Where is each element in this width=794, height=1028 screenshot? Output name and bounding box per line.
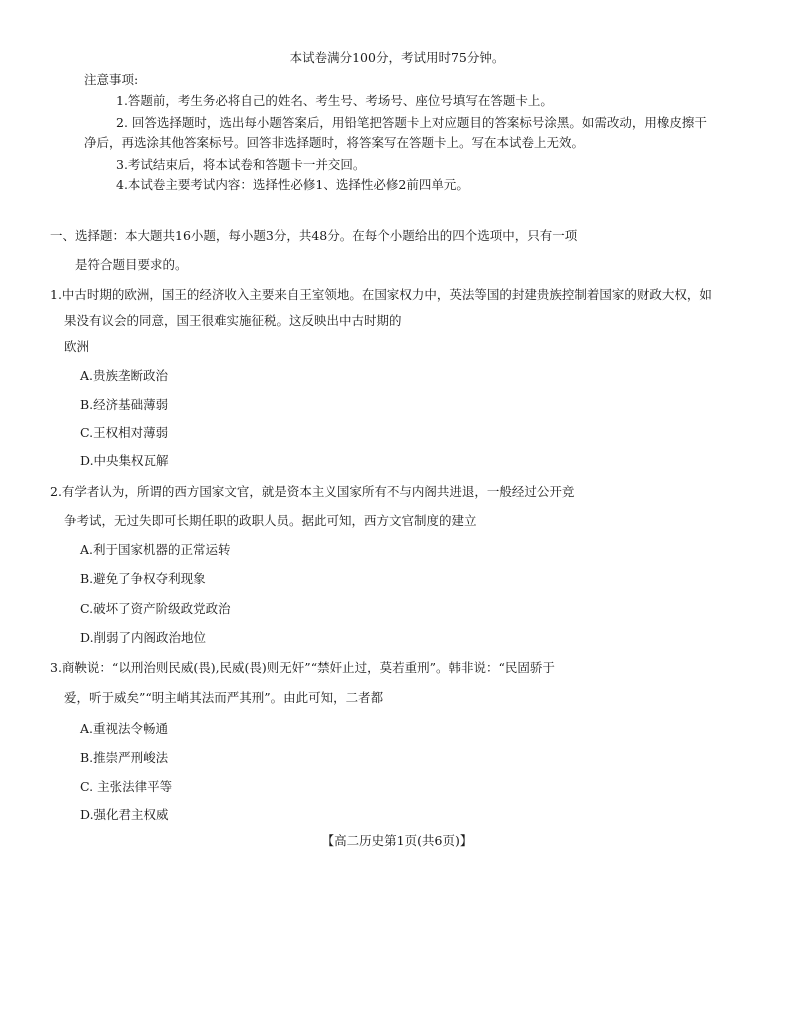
option-d: D.削弱了内阁政治地位 bbox=[80, 630, 207, 645]
note-item: 净后，再选涂其他答案标号。回答非选择题时，将答案写在答题卡上。写在本试卷上无效。 bbox=[84, 135, 585, 150]
option-c: C.王权相对薄弱 bbox=[80, 425, 169, 440]
page-footer: 【高二历史第1页(共6页)】 bbox=[321, 833, 473, 848]
question-stem: 2.有学者认为，所谓的西方国家文官，就是资本主义国家所有不与内阁共进退，一般经过公开竞 bbox=[50, 484, 575, 499]
exam-info: 本试卷满分100分，考试用时75分钟。 bbox=[289, 50, 505, 65]
option-a: A.贵族垄断政治 bbox=[80, 368, 169, 383]
notes-title: 注意事项: bbox=[84, 72, 139, 87]
option-b: B.经济基础薄弱 bbox=[80, 397, 169, 412]
question-stem: 1.中古时期的欧洲，国王的经济收入主要来自王室领地。在国家权力中，英法等国的封建贵族控制着国家的财政大权，如 bbox=[50, 287, 712, 302]
question-stem: 欧洲 bbox=[64, 339, 90, 354]
question-stem: 3.商鞅说：“以刑治则民威(畏),民威(畏)则无奸”“禁奸止过，莫若重刑”。韩非说：“民固骄于 bbox=[50, 660, 555, 675]
option-d: D.强化君主权威 bbox=[80, 807, 169, 822]
note-item: 1.答题前，考生务必将自己的姓名、考生号、考场号、座位号填写在答题卡上。 bbox=[116, 93, 553, 108]
option-d: D.中央集权瓦解 bbox=[80, 453, 169, 468]
note-item: 3.考试结束后，将本试卷和答题卡一并交回。 bbox=[116, 157, 366, 172]
option-b: B.避免了争权夺利现象 bbox=[80, 571, 206, 586]
section-title-cont: 是符合题目要求的。 bbox=[75, 257, 188, 272]
option-a: A.重视法令畅通 bbox=[80, 721, 169, 736]
question-stem: 果没有议会的同意，国王很难实施征税。这反映出中古时期的 bbox=[64, 313, 402, 328]
option-b: B.推崇严刑峻法 bbox=[80, 750, 169, 765]
option-c: C.破坏了资产阶级政党政治 bbox=[80, 601, 231, 616]
question-stem: 爱，听于威矣”“明主峭其法而严其刑”。由此可知，二者都 bbox=[64, 690, 384, 705]
question-stem: 争考试，无过失即可长期任职的政职人员。据此可知，西方文官制度的建立 bbox=[64, 513, 477, 528]
note-item: 2. 回答选择题时，选出每小题答案后，用铅笔把答题卡上对应题目的答案标号涂黑。如需改动，用橡皮擦干 bbox=[116, 115, 707, 130]
note-item: 4.本试卷主要考试内容：选择性必修1、选择性必修2前四单元。 bbox=[116, 177, 469, 192]
section-title: 一、选择题：本大题共16小题，每小题3分，共48分。在每个小题给出的四个选项中，只有一项 bbox=[50, 228, 578, 243]
option-a: A.利于国家机器的正常运转 bbox=[80, 542, 231, 557]
option-c: C. 主张法律平等 bbox=[80, 779, 173, 794]
